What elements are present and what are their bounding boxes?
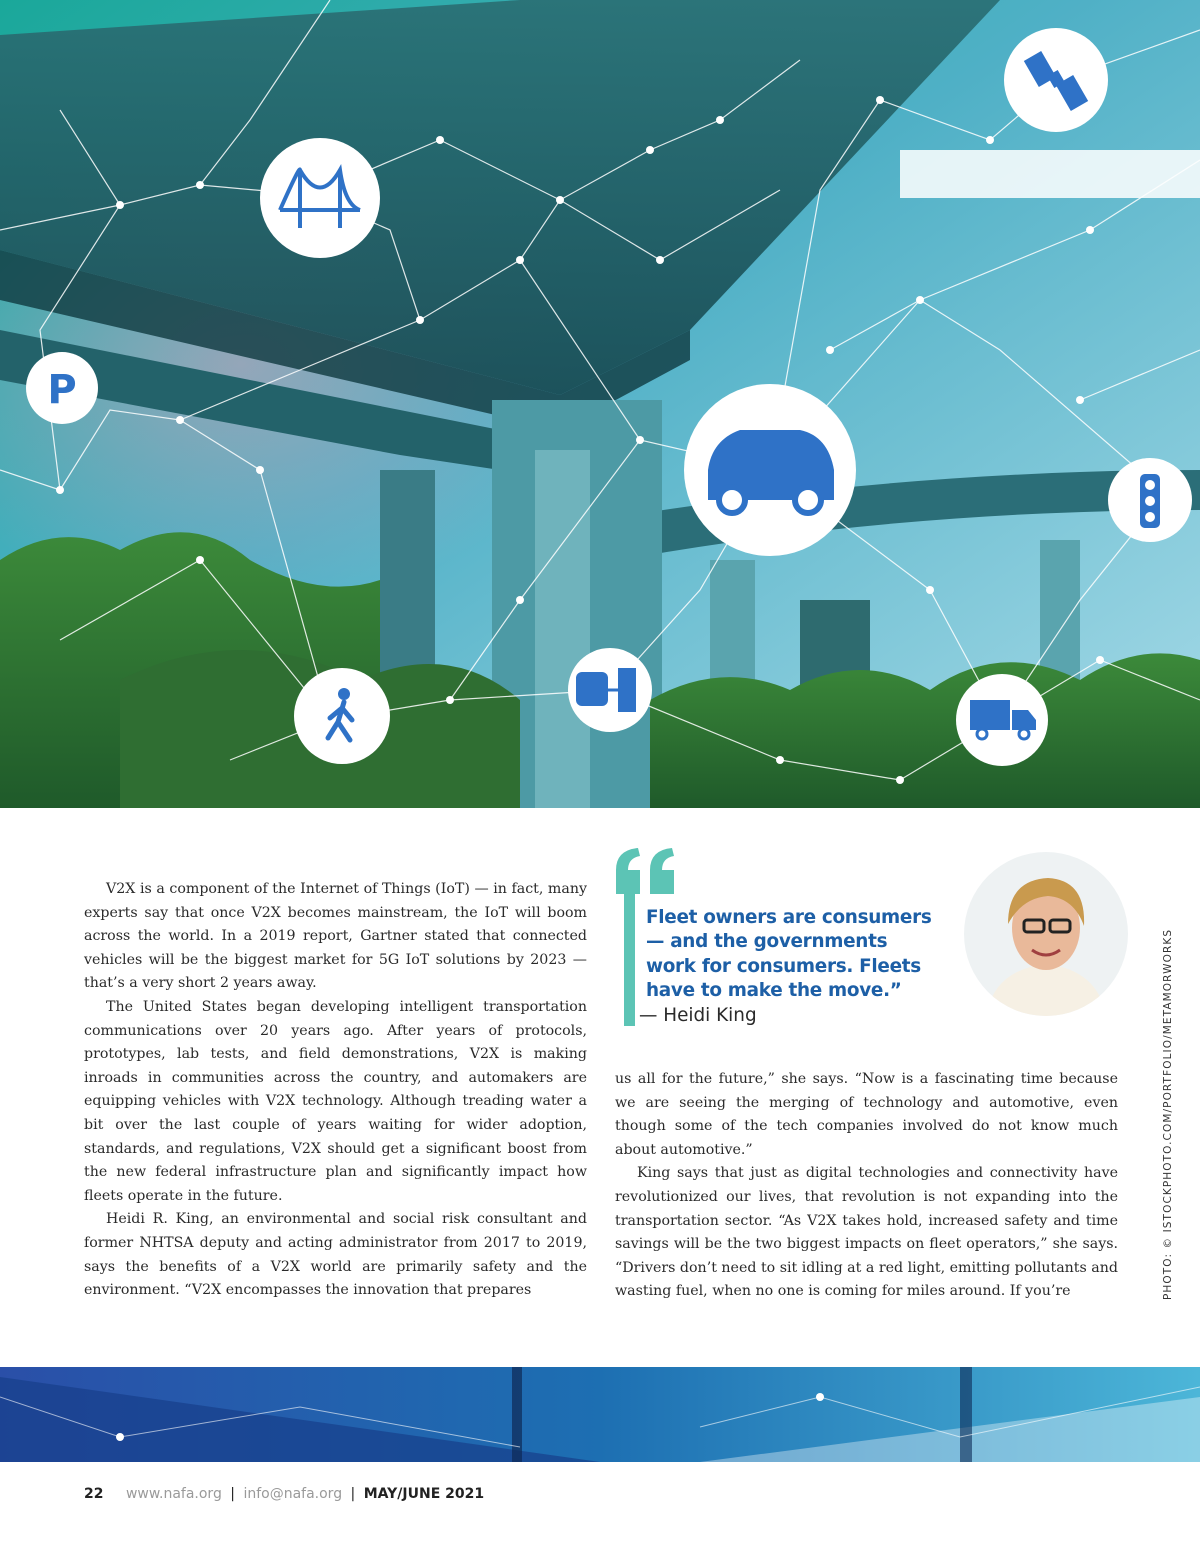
- footer-email[interactable]: info@nafa.org: [243, 1486, 343, 1502]
- paragraph: us all for the future,” she says. “Now is a fascinating time because we are seeing the merging of technology and automotive, even though some of the tech companies involved do not know much about automotive.”: [615, 1071, 1118, 1158]
- quote-accent-bar: [624, 890, 635, 1026]
- ev-charger-icon: [568, 648, 652, 732]
- paragraph: The United States began developing intelligent transportation communications over 20 years ago. After years of protocols, prototypes, lab tests, and field demonstrations, V2X is making inroads in communities across the country, and automakers are equipping vehicles with V2X technology. Although treading water a bit over the last couple of years waiting for wider adoption, standards, and regulations, V2X should get a significant boost from the new federal infrastructure plan and significantly impact how fleets operate in the future.: [84, 998, 587, 1204]
- page-number: 22: [84, 1486, 104, 1502]
- article-left-column: [84, 878, 587, 1303]
- pull-quote-line: Fleet owners are consumers: [646, 907, 932, 928]
- footer-issue: MAY/JUNE 2021: [363, 1486, 485, 1502]
- footer-separator: |: [350, 1486, 356, 1502]
- paragraph: V2X is a component of the Internet of Things (IoT) — in fact, many experts say that once V2X becomes mainstream, the IoT will boom across the world. In a 2019 report, Gartner stated that connected vehicles will be the biggest market for 5G IoT solutions by 2023 — that’s a very short 2 years away.: [84, 881, 587, 992]
- pull-quote: [646, 906, 966, 1004]
- decorative-highway-strip: [0, 1367, 1200, 1462]
- footer-website[interactable]: www.nafa.org: [125, 1486, 222, 1502]
- paragraph: King says that just as digital technologies and connectivity have revolutionized our lives, that revolution is not expanding into the transportation sector. “As V2X takes hold, increased safety and time savings will be the two biggest impacts on fleet operators,” she says. “Drivers don’t need to sit idling at a red light, emitting pollutants and wasting fuel, when no one is coming for miles around. If you’re: [615, 1165, 1118, 1300]
- pull-quote-attribution: — Heidi King: [639, 1005, 757, 1026]
- satellite-icon: [1004, 28, 1108, 132]
- article-right-column: [615, 1068, 1118, 1304]
- truck-icon: [956, 674, 1048, 766]
- pull-quote-line: work for consumers. Fleets: [646, 955, 921, 977]
- footer-separator: |: [230, 1486, 235, 1502]
- car-icon: [684, 384, 856, 556]
- parking-icon: [26, 352, 98, 424]
- traffic-light-icon: [1108, 458, 1192, 542]
- heidi-king-portrait: [964, 852, 1128, 1016]
- parking-label: P: [47, 367, 77, 413]
- paragraph: Heidi R. King, an environmental and social risk consultant and former NHTSA deputy and acting administrator from 2017 to 2019, says the benefits of a V2X world are primarily safety and the environment. “V2X encompasses the innovation that prepares: [84, 1211, 587, 1299]
- pedestrian-icon: [294, 668, 390, 764]
- quote-mark-icon: [612, 846, 678, 896]
- pull-quote-line: have to make the move.”: [646, 980, 902, 1002]
- page-footer: [84, 1486, 484, 1502]
- pull-quote-line: — and the governments: [646, 931, 888, 953]
- photo-credit: PHOTO: © ISTOCKPHOTO.COM/PORTFOLIO/METAMORWORKS: [1162, 928, 1174, 1300]
- bridge-icon: [260, 138, 380, 258]
